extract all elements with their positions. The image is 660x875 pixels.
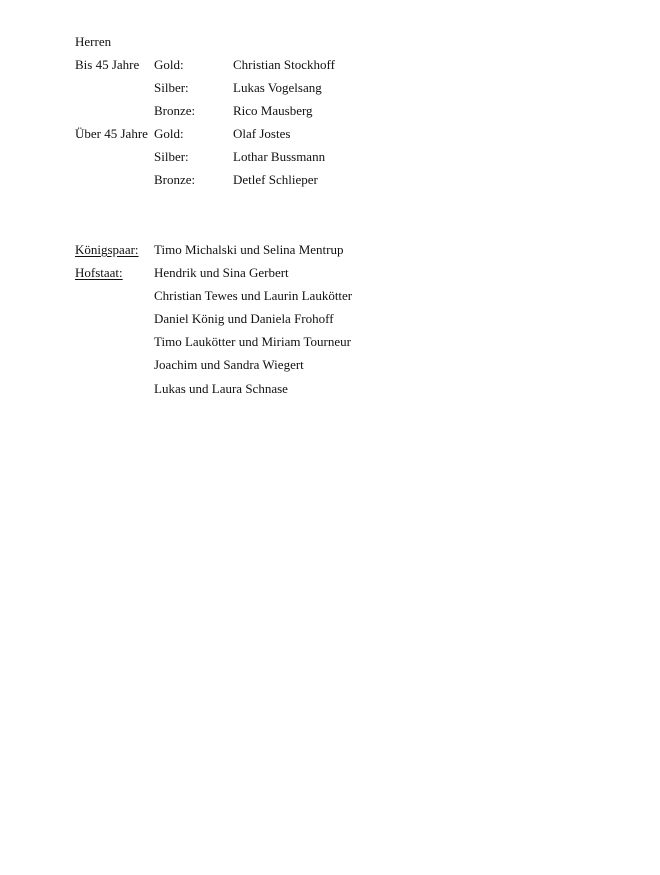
hofstaat-label: Hofstaat: xyxy=(75,265,123,280)
medal-winner-name: Detlef Schlieper xyxy=(233,172,318,187)
hofstaat-couple: Joachim und Sandra Wiegert xyxy=(154,357,304,372)
section-heading-herren: Herren xyxy=(75,34,112,49)
medal-label-silver: Silber: xyxy=(154,80,189,95)
hofstaat-couple: Lukas und Laura Schnase xyxy=(154,381,288,396)
hofstaat-couple: Timo Laukötter und Miriam Tourneur xyxy=(154,334,351,349)
medal-winner-name: Lothar Bussmann xyxy=(233,149,326,164)
koenigspaar-value: Timo Michalski und Selina Mentrup xyxy=(154,242,344,257)
medal-label-bronze: Bronze: xyxy=(154,172,196,187)
medal-label-bronze: Bronze: xyxy=(154,103,196,118)
medal-label-gold: Gold: xyxy=(154,57,184,72)
hofstaat-couple: Christian Tewes und Laurin Laukötter xyxy=(154,288,353,303)
koenigspaar-label: Königspaar: xyxy=(75,242,139,257)
medal-winner-name: Olaf Jostes xyxy=(233,126,291,141)
medal-winner-name: Lukas Vogelsang xyxy=(233,80,322,95)
medal-winner-name: Rico Mausberg xyxy=(233,103,313,118)
medal-label-silver: Silber: xyxy=(154,149,189,164)
medal-label-gold: Gold: xyxy=(154,126,184,141)
age-group-label: Bis 45 Jahre xyxy=(75,57,140,72)
age-group-label: Über 45 Jahre xyxy=(75,126,148,141)
hofstaat-couple: Daniel König und Daniela Frohoff xyxy=(154,311,334,326)
medal-winner-name: Christian Stockhoff xyxy=(233,57,335,72)
hofstaat-couple: Hendrik und Sina Gerbert xyxy=(154,265,289,280)
